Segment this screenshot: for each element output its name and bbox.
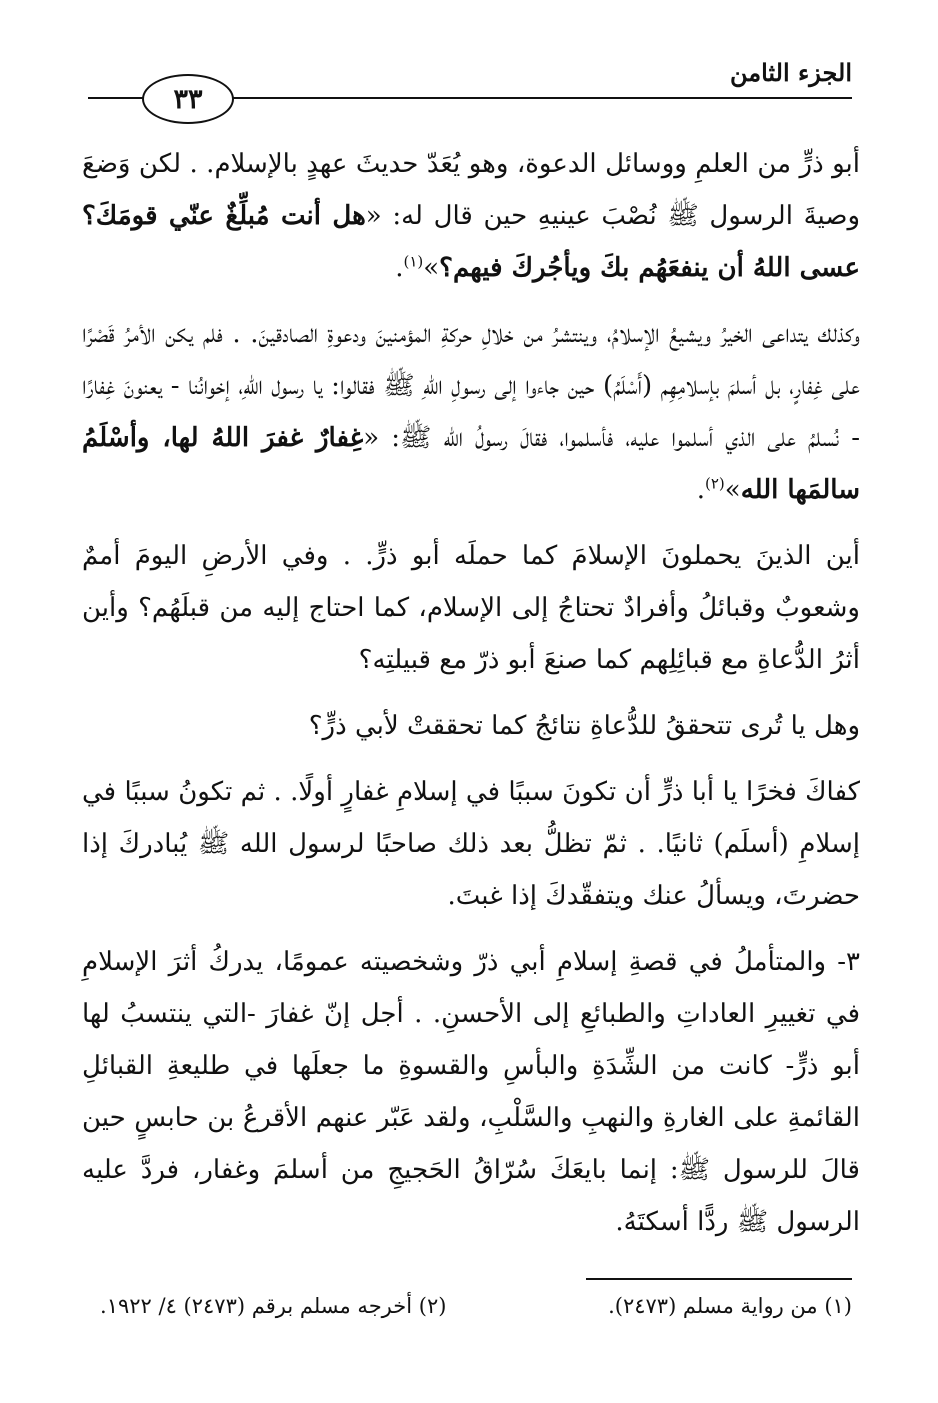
- footnote-2: (٢) أخرجه مسلم برقم (٢٤٧٣) ٤/ ١٩٢٢.: [100, 1294, 447, 1318]
- paragraph-1-end: .: [395, 253, 404, 283]
- page-number-badge: [142, 74, 234, 124]
- paragraph-2-text: وكذلك يتداعى الخيرُ ويشيعُ الإسلامُ، وينتشرُ من خلالِ حركةِ المؤمنينَ ودعوةِ الصادقينَ. . فلم يكن الأمرُ قَصْرًا على غِفارٍ، بل أسلمَ بإسلامِهِم (أَسْلَمُ) حين جاءوا إلى رسولِ اللهِ ﷺ فقالوا: يا رسول اللهِ، إخوانُنا - يعنونَ غِفارًا - نُسلمُ على الذي أسلموا عليه، فأسلموا، فقالَ رسولُ الله ﷺ: «: [82, 319, 860, 453]
- page-number: ٣٣: [173, 83, 203, 115]
- paragraph-1: [82, 138, 860, 294]
- quote-close-1: »: [423, 253, 440, 283]
- paragraph-2: [82, 308, 860, 516]
- paragraph-3: أين الذينَ يحملونَ الإسلامَ كما حملَه أبو ذرٍّ. . وفي الأرضِ اليومَ أممٌ وشعوبٌ وقبائلُ وأفرادٌ تحتاجُ إلى الإسلام، كما احتاج إليه من قبلَهُم؟ وأين أثرُ الدُّعاةِ مع قبائِلِهم كما صنعَ أبو ذرّ مع قبيلتِه؟: [82, 541, 860, 675]
- paragraph-6: ٣- والمتأملُ في قصةِ إسلامِ أبي ذرّ وشخصيته عمومًا، يدركُ أثرَ الإسلامِ في تغييرِ العاداتِ والطبائعِ إلى الأحسنِ. . أجل إنّ غفارَ -التي ينتسبُ لها أبو ذرٍّ- كانت من الشِّدَةِ والبأسِ والقسوةِ ما جعلَها في طليعةِ القبائلِ القائمةِ على الغارةِ والنهبِ والسَّلْبِ، ولقد عَبّر عنهم الأقرعُ بن حابسٍ حين قالَ للرسول ﷺ: إنما بايعَكَ سُرّاقُ الحَجيجِ من أسلمَ وغفار، فردَّ عليه الرسول ﷺ ردًّا أسكتَهُ.: [82, 947, 860, 1237]
- paragraph-4: وهل يا تُرى تتحققُ للدُّعاةِ نتائجُ كما تحققتْ لأبي ذرٍّ؟: [308, 711, 860, 741]
- footnotes: [100, 1294, 852, 1334]
- body-text: [82, 138, 860, 1248]
- hadith-quote-2: غِفارٌ غفرَ اللهُ لها، وأسْلَمُ سالمَها الله: [82, 423, 860, 505]
- paragraph-1-text: أبو ذرٍّ من العلمِ ووسائل الدعوة، وهو يُعَدّ حديثَ عهدٍ بالإسلام. . لكن وَضعَ وصيةَ الرسول ﷺ نُصْبَ عينيهِ حين قال له: «: [82, 149, 860, 231]
- footnote-1: (١) من رواية مسلم (٢٤٧٣).: [608, 1294, 852, 1318]
- hadith-quote-1: هل أنت مُبلِّغٌ عنّي قومَكَ؟ عسى اللهُ أن ينفعَهُم بكَ ويأجُركَ فيهم؟: [82, 201, 860, 283]
- paragraph-2-end: .: [696, 475, 705, 505]
- paragraph-5: كفاكَ فخرًا يا أبا ذرٍّ أن تكونَ سببًا في إسلامِ غفارٍ أولًا. . ثم تكونُ سببًا في إسلامِ (أسلَم) ثانيًا. . ثمّ تظلُّ بعد ذلك صاحبًا لرسول الله ﷺ يُبادركَ إذا حضرتَ، ويسألُ عنك ويتفقّدكَ إذا غبتَ.: [82, 777, 860, 911]
- running-header-part-title: الجزء الثامن: [729, 58, 852, 87]
- footnote-separator: [586, 1278, 852, 1280]
- footnote-ref-1: (١): [403, 252, 424, 271]
- quote-close-2: »: [724, 475, 741, 505]
- footnote-ref-2: (٢): [704, 474, 725, 493]
